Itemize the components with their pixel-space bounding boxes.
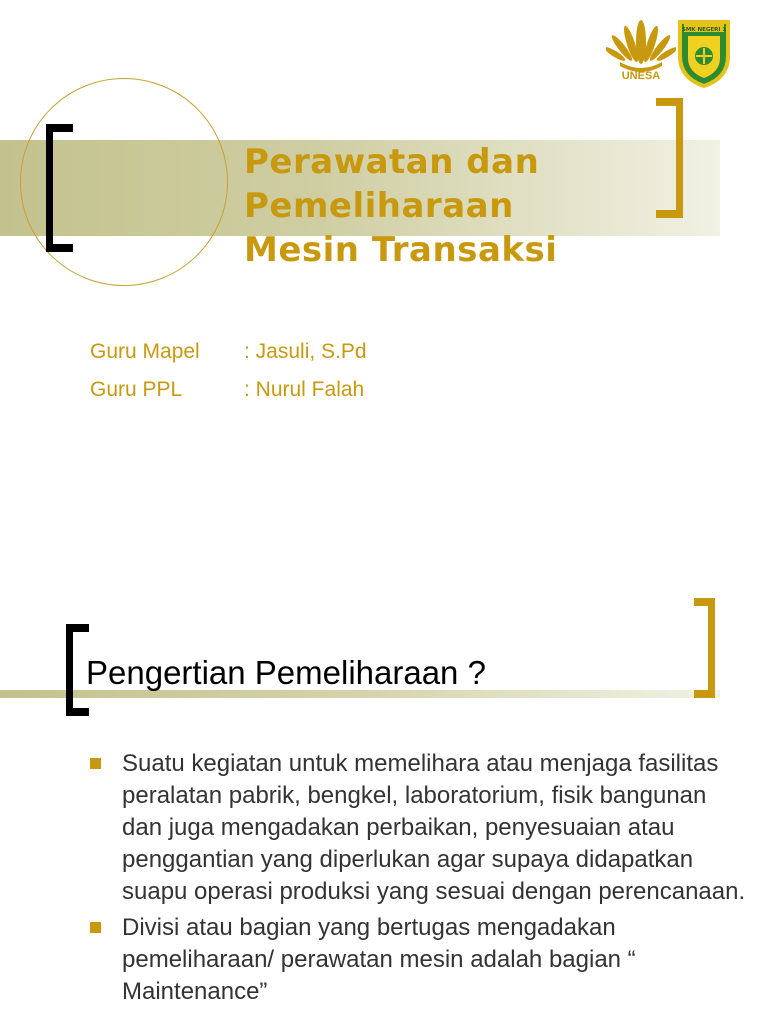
content-slide — [0, 560, 768, 1024]
bullet-list — [86, 748, 746, 1012]
slide-title — [244, 140, 684, 272]
square-bullet-icon — [90, 758, 101, 769]
list-item — [86, 912, 746, 1008]
title-line-1: Perawatan dan — [244, 142, 540, 182]
teacher-label: Guru PPL — [90, 378, 183, 401]
bullet-text: Suatu kegiatan untuk memelihara atau menjaga fasilitas peralatan pabrik, bengkel, laboratorium, fisik bangunan dan juga mengadakan perbaikan, penyesuaian atau penggantian yang diperlukan agar supaya didapatkan suapu operasi produksi yang sesuai dengan perencanaan. — [122, 750, 746, 905]
list-item — [86, 748, 746, 908]
teacher-value: : Jasuli, S.Pd — [244, 340, 367, 363]
teacher-row-mapel — [90, 340, 367, 364]
title-line-2: Pemeliharaan — [244, 186, 514, 226]
slide-title: Pengertian Pemeliharaan ? — [86, 654, 486, 691]
title-line-3: Mesin Transaksi — [244, 230, 558, 270]
bullet-text: Divisi atau bagian yang bertugas mengadakan pemeliharaan/ perawatan mesin adalah bagian “ Maintenance” — [122, 914, 636, 1005]
smk-logo-text: SMK NEGERI 1 — [681, 27, 727, 33]
logo-group — [606, 12, 730, 92]
unesa-logo-text: UNESA — [621, 70, 661, 82]
smk-logo — [676, 16, 732, 88]
right-bracket — [694, 598, 715, 698]
left-bracket — [46, 124, 73, 252]
teacher-row-ppl — [90, 378, 364, 402]
teacher-value: : Nurul Falah — [244, 378, 365, 401]
square-bullet-icon — [90, 922, 101, 933]
teacher-label: Guru Mapel — [90, 340, 200, 363]
